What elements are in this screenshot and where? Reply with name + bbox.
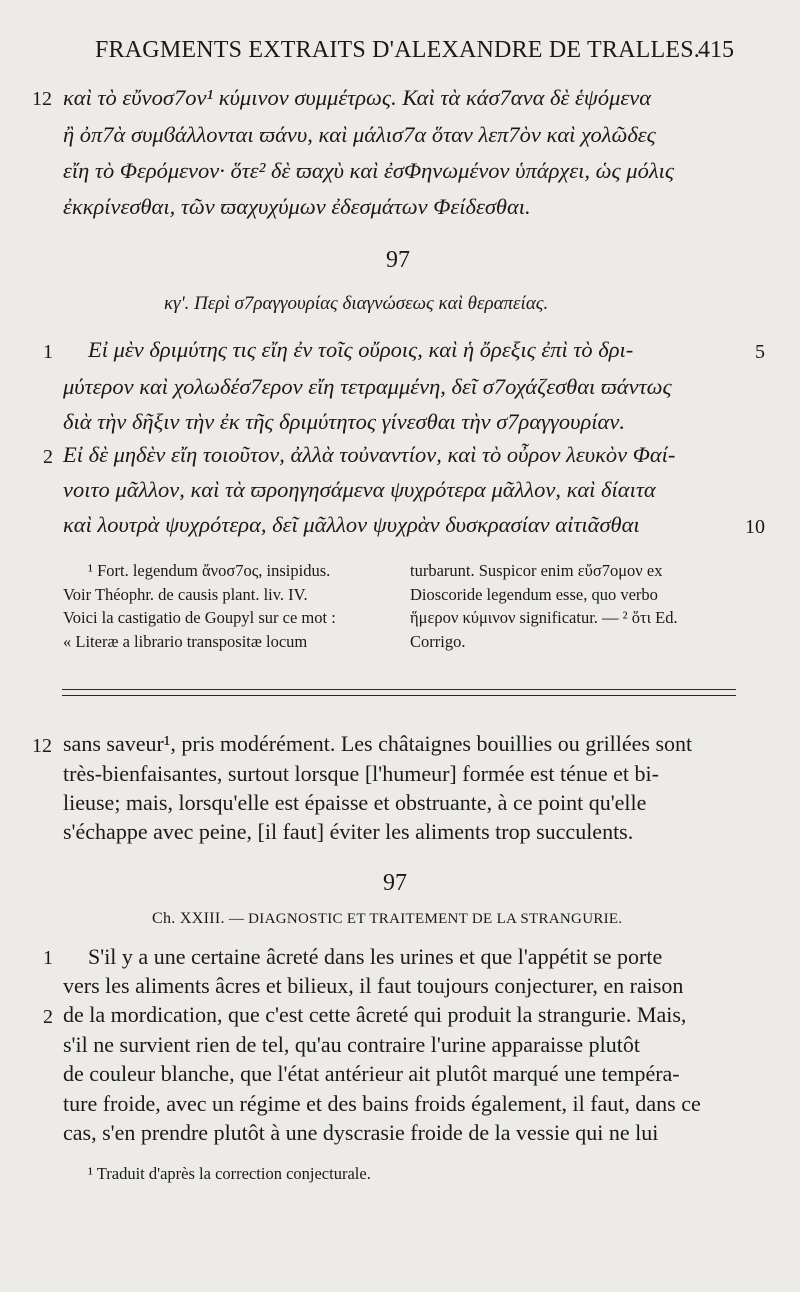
line-marker: 2 <box>43 1006 53 1028</box>
greek-line: καὶ τὸ εὔνοσ7ον¹ κύμινον συμμέτρως. Καὶ τὰ κάσ7ανα δὲ ἑψόμενα <box>63 85 652 110</box>
greek-line: νοιτο μᾶλλον, καὶ τὰ ϖροηγησάμενα ψυχρότερα μᾶλλον, καὶ δίαιτα <box>63 477 656 502</box>
footnote-line: Dioscoride legendum esse, quo verbo <box>410 585 658 604</box>
greek-line: καὶ λουτρὰ ψυχρότερα, δεῖ μᾶλλον ψυχρὰν δυσκρασίαν αἰτιᾶσθαι <box>63 512 640 537</box>
greek-line: διὰ τὴν δῆξιν τὴν ἐκ τῆς δριμύτητος γίνεσθαι τὴν σ7ραγγουρίαν. <box>63 409 625 434</box>
footnote-line: turbarunt. Suspicor enim εὔσ7ομον ex <box>410 561 663 580</box>
chapter-title: — DIAGNOSTIC ET TRAITEMENT DE LA STRANGURIE. <box>228 911 623 927</box>
footnote-line: Voir Théophr. de causis plant. liv. IV. <box>63 585 308 604</box>
greek-section-title: κγ'. Περὶ σ7ραγγουρίας διαγνώσεως καὶ θεραπείας. <box>164 293 549 314</box>
french-line: de la mordication, que c'est cette âcreté qui produit la strangurie. Mais, <box>63 1002 687 1027</box>
greek-line: Εἰ δὲ μηδὲν εἴη τοιοῦτον, ἀλλὰ τοὐναντίον, καὶ τὸ οὖρον λευκὸν Φαί- <box>63 442 676 467</box>
french-section-title <box>152 910 622 928</box>
footnote-line: ¹ Fort. legendum ἄνοσ7ος, insipidus. <box>88 561 331 580</box>
footnote-line: ἥμερον κύμινον significatur. — ² ὅτι Ed. <box>410 608 678 627</box>
line-marker: 2 <box>43 446 53 468</box>
greek-line: ἢ ὀπ7ὰ συμϐάλλονται ϖάνυ, καὶ μάλισ7α ὅταν λεπ7ὸν καὶ χολῶδες <box>63 122 656 147</box>
french-line: s'échappe avec peine, [il faut] éviter les aliments trop succulents. <box>63 819 634 844</box>
line-marker: 12 <box>32 735 52 757</box>
footnote-line: Corrigo. <box>410 632 466 651</box>
line-number: 5 <box>755 341 765 363</box>
footnote-line: Voici la castigatio de Goupyl sur ce mot : <box>63 608 336 627</box>
section-number: 97 <box>383 870 407 896</box>
french-line: ture froide, avec un régime et des bains froids également, il faut, dans ce <box>63 1091 701 1116</box>
footnote-line: ¹ Traduit d'après la correction conjecturale. <box>88 1164 371 1183</box>
line-marker: 1 <box>43 947 53 969</box>
greek-line: Εἰ μὲν δριμύτης τις εἴη ἐν τοῖς οὔροις, καὶ ἡ ὄρεξις ἐπὶ τὸ δρι- <box>88 337 634 362</box>
french-line: très-bienfaisantes, surtout lorsque [l'humeur] formée est ténue et bi- <box>63 761 659 786</box>
french-line: S'il y a une certaine âcreté dans les urines et que l'appétit se porte <box>88 944 663 969</box>
greek-line: ἐκκρίνεσθαι, τῶν ϖαχυχύμων ἐδεσμάτων Φείδεσθαι. <box>63 194 531 219</box>
footnote-line: « Literæ a librario transpositæ locum <box>63 632 308 651</box>
line-marker: 1 <box>43 341 53 363</box>
french-line: s'il ne survient rien de tel, qu'au contraire l'urine apparaisse plutôt <box>63 1032 640 1057</box>
french-line: lieuse; mais, lorsqu'elle est épaisse et obstruante, à ce point qu'elle <box>63 790 647 815</box>
greek-line: μύτερον καὶ χολωδέσ7ερον εἴη τετραμμένη, δεῖ σ7οχάζεσθαι ϖάντως <box>63 374 672 399</box>
chapter-label: Ch. XXIII. <box>152 910 225 927</box>
section-number: 97 <box>386 247 410 273</box>
french-line: vers les aliments âcres et bilieux, il faut toujours conjecturer, en raison <box>63 973 684 998</box>
separator-rule <box>62 689 736 690</box>
french-line: cas, s'en prendre plutôt à une dyscrasie froide de la vessie qui ne lui <box>63 1120 659 1145</box>
line-marker: 12 <box>32 88 52 110</box>
separator-rule <box>62 695 736 696</box>
french-line: sans saveur¹, pris modérément. Les châtaignes bouillies ou grillées sont <box>63 731 693 756</box>
page-number: 415 <box>698 37 734 63</box>
greek-line: εἴη τὸ Φερόμενον· ὅτε² δὲ ϖαχὺ καὶ ἐσΦηνωμένον ὑπάρχει, ὡς μόλις <box>63 158 674 183</box>
running-title: FRAGMENTS EXTRAITS D'ALEXANDRE DE TRALLES. <box>95 37 700 63</box>
line-number: 10 <box>745 516 765 538</box>
french-line: de couleur blanche, que l'état antérieur ait plutôt marqué une tempéra- <box>63 1061 680 1086</box>
